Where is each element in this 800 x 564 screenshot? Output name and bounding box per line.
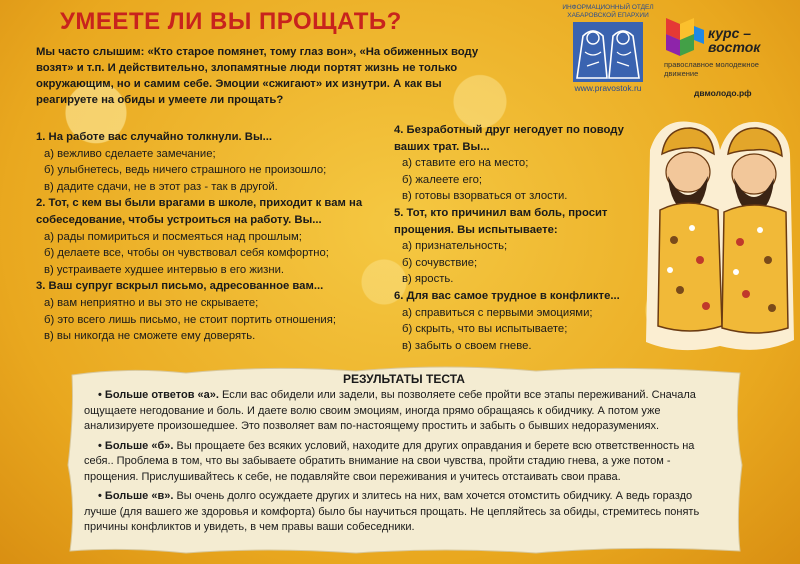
result-a: [84, 388, 724, 435]
answer-option: в) забыть о своем гневе.: [402, 339, 532, 352]
result-c: [84, 489, 724, 536]
results-content: [84, 372, 724, 540]
question-text: 5. Тот, кто причинил вам боль, просит прощения. Вы испытываете:: [394, 206, 608, 236]
answer-option: в) вы никогда не сможете ему доверять.: [44, 330, 256, 343]
results-title: РЕЗУЛЬТАТЫ ТЕСТА: [343, 372, 465, 386]
result-lead: • Больше ответов «а».: [98, 389, 219, 401]
answer-option: б) сочувствие;: [402, 256, 478, 269]
answer-option: а) признательность;: [402, 240, 508, 253]
question-block-6: [394, 288, 638, 354]
answer-option: б) улыбнетесь, ведь ничего страшного не произошло;: [44, 164, 327, 177]
answer-option: а) вам неприятно и вы это не скрываете;: [44, 296, 259, 309]
kurs-title-line2: восток: [708, 39, 761, 55]
answer-option: а) вежливо сделаете замечание;: [44, 147, 216, 160]
kurs-vostok-mark-icon: [664, 14, 706, 58]
answer-option: б) жалеете его;: [402, 173, 483, 186]
pravostok-caption: ИНФОРМАЦИОННЫЙ ОТДЕЛ ХАБАРОВСКОЙ ЕПАРХИИ: [562, 4, 654, 19]
result-b: [84, 439, 724, 486]
question-block-3: [36, 278, 381, 344]
answer-option: б) скрыть, что вы испытываете;: [402, 323, 568, 336]
answer-option: б) делаете все, чтобы он чувствовал себя комфортно;: [44, 247, 329, 260]
question-block-4: [394, 122, 638, 205]
pravostok-logo: [562, 4, 654, 93]
question-text: 6. Для вас самое трудное в конфликте...: [394, 289, 620, 302]
icon-saints-icon: [573, 22, 643, 82]
page-title: УМЕЕТЕ ЛИ ВЫ ПРОЩАТЬ?: [60, 8, 402, 35]
answer-option: в) устраиваете худшее интервью в его жизни.: [44, 263, 285, 276]
questions-right-column: [394, 122, 638, 354]
kurs-vostok-subtitle: православное молодежное движение: [664, 60, 759, 78]
kurs-title-line1: курс –: [708, 25, 752, 41]
answer-option: в) ярость.: [402, 273, 454, 286]
result-lead: • Больше «б».: [98, 439, 174, 452]
question-text: 2. Тот, с кем вы были врагами в школе, приходит к вам на собеседование, чтобы устроиться на работу. Вы...: [36, 197, 363, 226]
answer-option: а) ставите его на место;: [402, 157, 529, 170]
pravostok-url[interactable]: www.pravostok.ru: [574, 83, 642, 93]
result-text: Если вас обидели или задели, вы позволяете себе пройти все этапы переживаний. Сначала ощущаете негодование и боль. И даете волю своим эмоциям, иногда прямо обращаясь к обидчику. А потом уже анализируете произошедшее. Это позволяет вам по-настоящему простить и забыть о бывших недоразумениях.: [84, 389, 696, 432]
result-text: Вы очень долго осуждаете других и злитесь на них, вам хочется отомстить обидчику. А ведь гораздо лучше (для вашего же здоровья и комфорта) было бы научиться прощать. Не цепляйтесь за обиды, стремитесь понять причины конфликтов и увидеть, в чем правы ваши собеседники.: [84, 490, 700, 533]
kurs-vostok-title: [708, 26, 760, 54]
question-block-2: [36, 195, 381, 278]
question-block-1: [36, 129, 381, 195]
intro-text: Мы часто слышим: «Кто старое помянет, тому глаз вон», «На обиженных воду возят» и т.п. И действительно, злопамятные люди портят жизнь не только окружающим, но и самим себе. Эмоции «сжигают» их изнутри. А как вы реагируете на обиды и умеете ли прощать?: [36, 46, 479, 106]
result-lead: • Больше «в».: [98, 490, 174, 502]
question-text: 1. На работе вас случайно толкнули. Вы...: [36, 131, 273, 143]
question-text: 4. Безработный друг негодует по поводу ваших трат. Вы...: [394, 124, 624, 153]
answer-option: в) дадите сдачи, не в этот раз - так в другой.: [44, 180, 278, 193]
answer-option: б) это всего лишь письмо, не стоит портить отношения;: [44, 313, 336, 326]
kurs-vostok-url[interactable]: двмолодо.рф: [694, 88, 752, 98]
questions-left-column: [36, 129, 381, 345]
question-text: 3. Ваш супруг вскрыл письмо, адресованное вам...: [36, 280, 324, 293]
question-block-5: [394, 205, 638, 288]
result-text: Вы прощаете без всяких условий, находите для других оправдания и берете всю ответственность на себя.. Проблема в том, что вы забываете обратить внимание на свои чувства, пройти стадию гнева, а уже потом - прощения. Прислушивайтесь к себе, не подавляйте свои переживания и учитесь отстаивать свои права.: [84, 439, 695, 483]
answer-option: а) справиться с первыми эмоциями;: [402, 306, 593, 319]
results-panel: [66, 365, 746, 555]
wooden-dolls-illustration: [640, 110, 800, 360]
answer-option: в) готовы взорваться от злости.: [402, 190, 568, 203]
answer-option: а) рады помириться и посмеяться над прошлым;: [44, 230, 302, 243]
